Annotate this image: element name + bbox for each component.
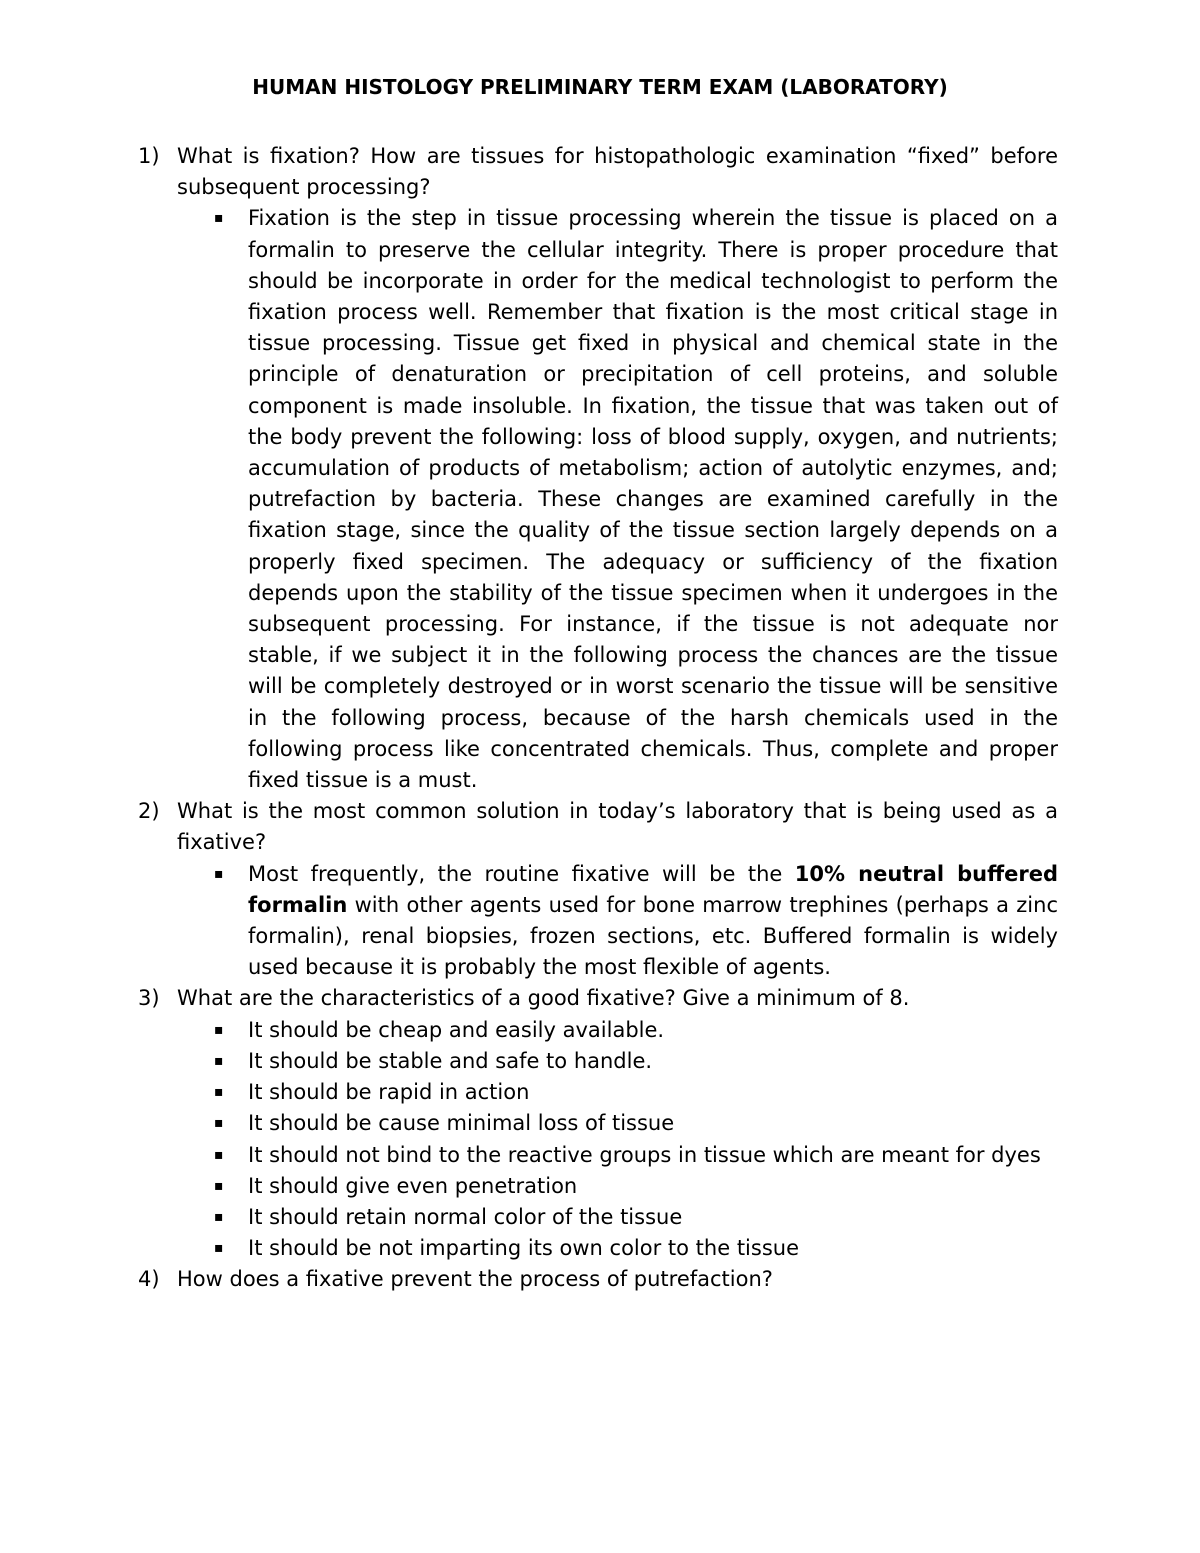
bullet-icon: ▪	[214, 1115, 224, 1132]
question-number: 2)	[138, 799, 160, 824]
answer-item	[177, 1171, 1058, 1202]
bullet-icon: ▪	[214, 1021, 224, 1038]
question-text: What is the most common solution in today’s laboratory that is being used as a fixative?	[177, 799, 1058, 855]
bullet-icon: ▪	[214, 865, 224, 882]
answer-text: It should be cheap and easily available.	[248, 1017, 665, 1042]
question-2	[138, 796, 1058, 983]
answer-item	[177, 1140, 1058, 1171]
answer-text: It should be rapid in action	[248, 1080, 530, 1105]
answer-text-pre: Most frequently, the routine fixative will be the	[248, 861, 795, 886]
question-list	[138, 141, 1058, 1296]
question-number: 1)	[138, 144, 160, 168]
answer-text: It should be not imparting its own color to the tissue	[248, 1236, 800, 1261]
bullet-icon: ▪	[214, 1084, 224, 1101]
answer-list	[177, 859, 1058, 984]
question-number: 3)	[138, 986, 160, 1011]
page-title: HUMAN HISTOLOGY PRELIMINARY TERM EXAM (LABORATORY)	[252, 75, 948, 99]
bullet-icon: ▪	[214, 210, 224, 227]
answer-text: Fixation is the step in tissue processing wherein the tissue is placed on a formalin to preserve the cellular integrity. There is proper procedure that should be incorporate in order for the medical technologist to perform the fixation process well. Remember that fixation is the most critical stage in tissue processing. Tissue get fixed in physical and chemical state in the principle of denaturation or precipitation of cell proteins, and soluble component is made insoluble. In fixation, the tissue that was taken out of the body prevent the following: loss of blood supply, oxygen, and nutrients; accumulation of products of metabolism; action of autolytic enzymes, and; putrefaction by bacteria. These changes are examined carefully in the fixation stage, since the quality of the tissue section largely depends on a properly fixed specimen. The adequacy or sufficiency of the fixation depends upon the stability of the tissue specimen when it undergoes in the subsequent processing. For instance, if the tissue is not adequate nor stable, if we subject it in the following process the chances are the tissue will be completely destroyed or in worst scenario the tissue will be sensitive in the following process, because of the harsh chemicals used in the following process like concentrated chemicals. Thus, complete and proper fixed tissue is a must.	[248, 206, 1058, 793]
answer-text: It should give even penetration	[248, 1173, 578, 1198]
bullet-icon: ▪	[214, 1240, 224, 1257]
answer-text: It should retain normal color of the tissue	[248, 1204, 683, 1229]
answer-item	[177, 1077, 1058, 1108]
answer-item	[177, 1046, 1058, 1077]
question-3	[138, 983, 1058, 1264]
question-1	[138, 141, 1058, 796]
bullet-icon: ▪	[214, 1208, 224, 1225]
question-number: 4)	[138, 1267, 160, 1292]
question-4	[138, 1264, 1058, 1295]
answer-text: It should be cause minimal loss of tissue	[248, 1111, 675, 1136]
question-text: How does a fixative prevent the process of putrefaction?	[177, 1267, 773, 1292]
answer-item	[177, 203, 1058, 796]
answer-text: It should not bind to the reactive groups in tissue which are meant for dyes	[248, 1142, 1041, 1167]
answer-list	[177, 203, 1058, 796]
answer-item	[177, 859, 1058, 984]
answer-text-bold: 10% neutral buffered formalin	[248, 861, 1058, 917]
answer-list	[177, 1015, 1058, 1265]
answer-item	[177, 1202, 1058, 1233]
question-text: What are the characteristics of a good fixative? Give a minimum of 8.	[177, 986, 910, 1011]
bullet-icon: ▪	[214, 1177, 224, 1194]
question-text: What is fixation? How are tissues for histopathologic examination “fixed” before subsequent processing?	[177, 144, 1058, 200]
bullet-icon: ▪	[214, 1146, 224, 1163]
answer-item	[177, 1015, 1058, 1046]
answer-item	[177, 1108, 1058, 1139]
bullet-icon: ▪	[214, 1052, 224, 1069]
answer-text: It should be stable and safe to handle.	[248, 1048, 653, 1073]
answer-text-post: with other agents used for bone marrow trephines (perhaps a zinc formalin), renal biopsies, frozen sections, etc. Buffered formalin is widely used because it is probably the most flexible of agents.	[248, 892, 1058, 980]
answer-item	[177, 1233, 1058, 1264]
